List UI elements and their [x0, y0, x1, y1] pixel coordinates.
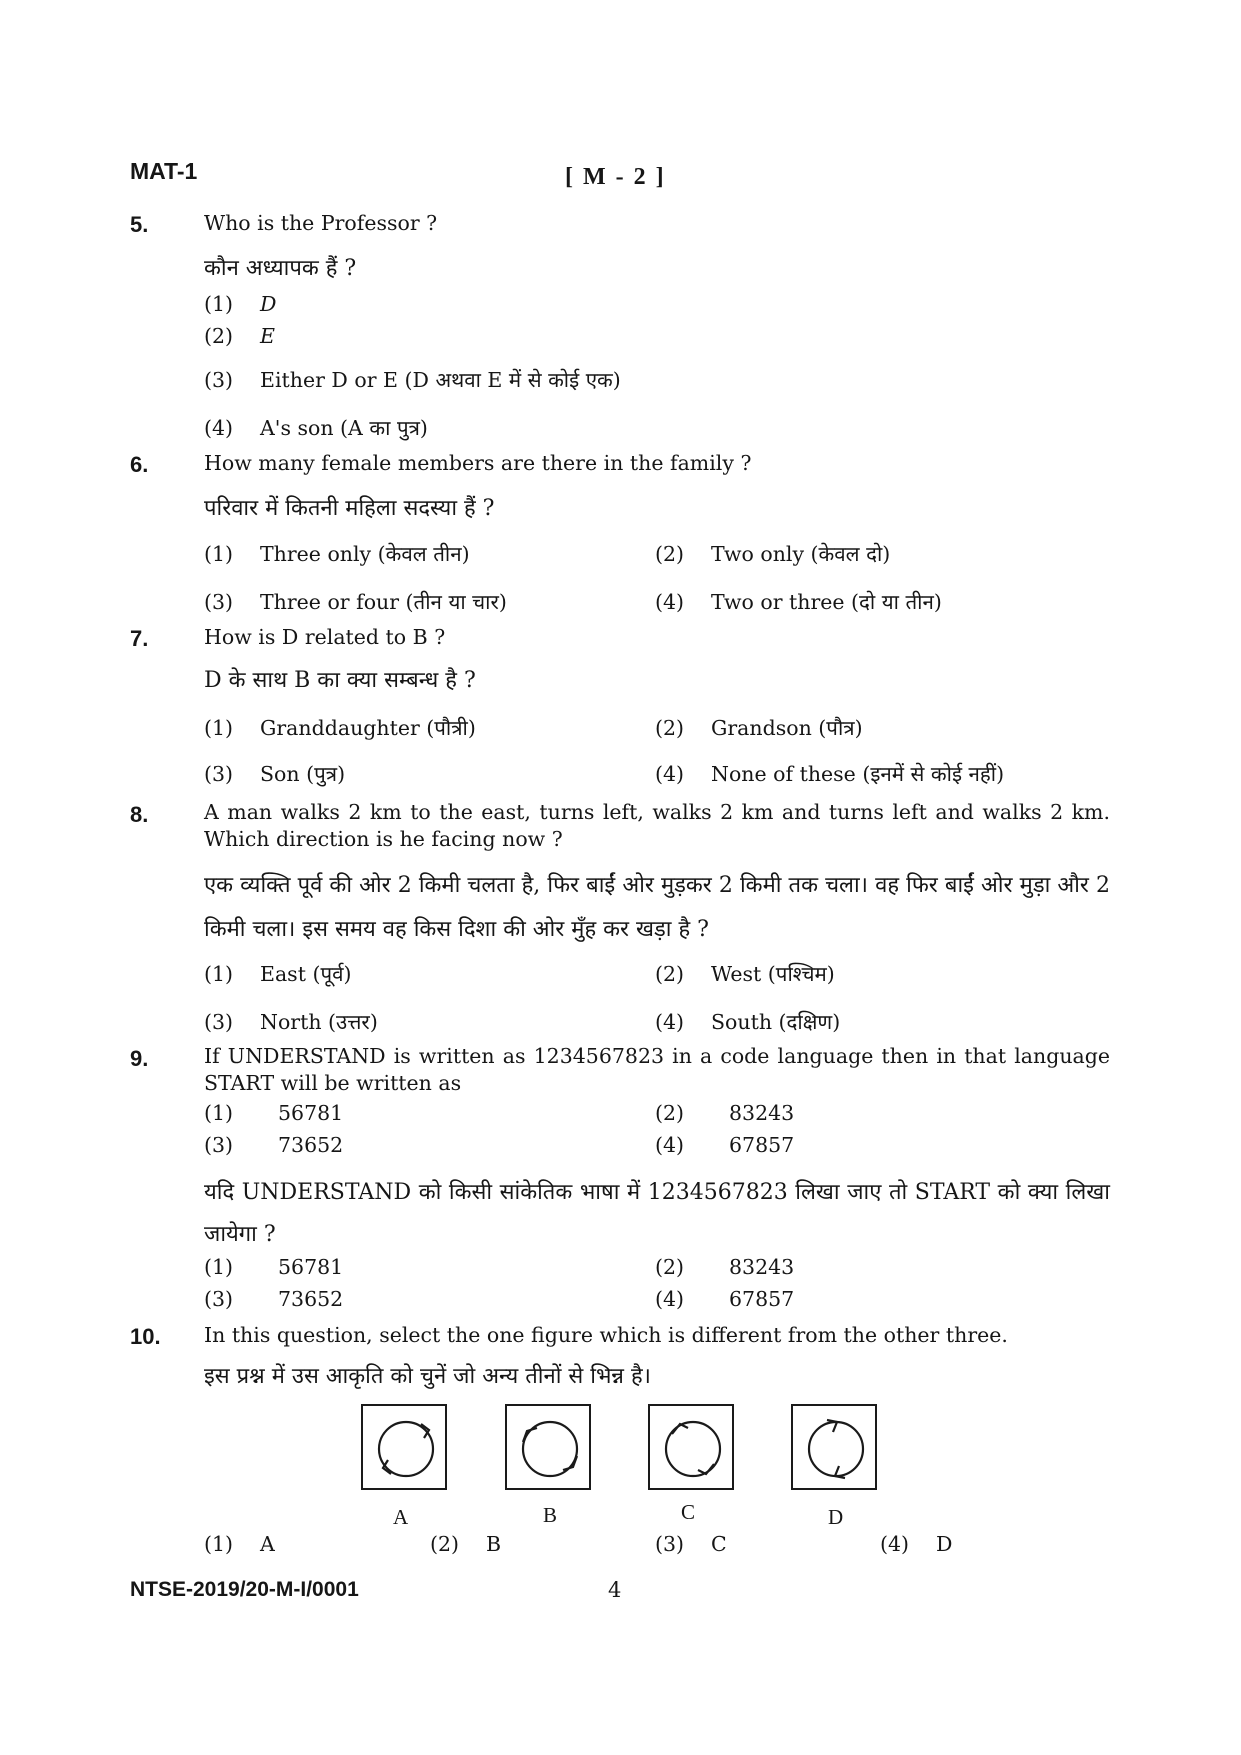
q6-option-4-number: (4)	[655, 590, 685, 614]
q10-option-4-number: (4)	[880, 1532, 910, 1556]
q9-hi-option-4-number: (4)	[655, 1287, 685, 1311]
q10-option-1[interactable]	[204, 1532, 275, 1556]
q8-option-4-number: (4)	[655, 1010, 685, 1034]
q7-option-3-text: Son (पुत्र)	[260, 762, 346, 786]
q10-option-3[interactable]	[655, 1532, 727, 1556]
q6-english: How many female members are there in the family ?	[204, 451, 752, 475]
figure-a-circle-arrow-icon	[363, 1406, 449, 1492]
q5-option-1-text: D	[260, 292, 277, 316]
q9-en-option-4-text: 67857	[729, 1133, 795, 1157]
q8-option-4-text: South (दक्षिण)	[711, 1010, 841, 1034]
q9-hi-option-3-text: 73652	[278, 1287, 344, 1311]
figure-b	[505, 1404, 591, 1490]
page-number: 4	[608, 1578, 622, 1602]
q7-option-4[interactable]	[655, 760, 1004, 788]
q7-option-4-number: (4)	[655, 762, 685, 786]
q8-option-1-number: (1)	[204, 962, 234, 986]
figure-d	[791, 1404, 877, 1490]
q9-en-option-4-number: (4)	[655, 1133, 685, 1157]
q9-en-option-4[interactable]	[655, 1133, 794, 1157]
q7-english: How is D related to B ?	[204, 625, 446, 649]
q6-option-4-text: Two or three (दो या तीन)	[711, 590, 942, 614]
q9-hi-option-3-number: (3)	[204, 1287, 234, 1311]
q9-hi-option-4[interactable]	[655, 1287, 794, 1311]
q5-hindi: कौन अध्यापक हैं ?	[204, 256, 357, 281]
q8-option-4[interactable]	[655, 1008, 840, 1036]
figure-d-label: D	[828, 1505, 844, 1529]
q8-option-3-text: North (उत्तर)	[260, 1010, 378, 1034]
booklet-code: NTSE-2019/20-M-I/0001	[130, 1578, 359, 1601]
q8-option-3-number: (3)	[204, 1010, 234, 1034]
q7-option-3[interactable]	[204, 760, 345, 788]
q9-hi-option-4-text: 67857	[729, 1287, 795, 1311]
q9-hi-option-2-number: (2)	[655, 1255, 685, 1279]
q10-option-2-text: B	[486, 1532, 502, 1556]
q10-option-4[interactable]	[880, 1532, 952, 1556]
q7-option-2[interactable]	[655, 714, 863, 742]
q5-option-2[interactable]	[204, 324, 275, 348]
q5-option-3-text: Either D or E (D अथवा E में से कोई एक)	[260, 368, 621, 392]
q8-english: A man walks 2 km to the east, turns left, walks 2 km and turns left and walks 2 km. Which direction is he facing now ?	[204, 800, 1110, 851]
q10-english: In this question, select the one figure which is different from the other three.	[204, 1323, 1008, 1347]
q6-option-2-number: (2)	[655, 542, 685, 566]
q5-option-1-number: (1)	[204, 292, 234, 316]
q7-option-2-number: (2)	[655, 716, 685, 740]
q7-hindi: D के साथ B का क्या सम्बन्ध है ?	[204, 668, 476, 693]
q7-option-3-number: (3)	[204, 762, 234, 786]
q10-option-2[interactable]	[430, 1532, 501, 1556]
q7-option-1-number: (1)	[204, 716, 234, 740]
q5-option-2-number: (2)	[204, 324, 234, 348]
figure-b-circle-arrow-icon	[507, 1406, 593, 1492]
q7-option-4-text: None of these (इनमें से कोई नहीं)	[711, 762, 1005, 786]
q9-en-option-3-number: (3)	[204, 1133, 234, 1157]
q5-option-4[interactable]	[204, 414, 428, 442]
q7-option-2-text: Grandson (पौत्र)	[711, 716, 863, 740]
q8-number: 8.	[130, 802, 149, 827]
q6-option-3[interactable]	[204, 588, 507, 616]
q8-option-1-text: East (पूर्व)	[260, 962, 352, 986]
q6-option-1-text: Three only (केवल तीन)	[260, 542, 470, 566]
q9-hi-option-2-text: 83243	[729, 1255, 795, 1279]
q9-en-option-2-text: 83243	[729, 1101, 795, 1125]
q9-number: 9.	[130, 1046, 149, 1071]
q9-en-option-3-text: 73652	[278, 1133, 344, 1157]
q9-hi-option-1-text: 56781	[278, 1255, 344, 1279]
q8-option-2-number: (2)	[655, 962, 685, 986]
q10-option-1-number: (1)	[204, 1532, 234, 1556]
q10-option-2-number: (2)	[430, 1532, 460, 1556]
figure-c-circle-arrow-icon	[650, 1406, 736, 1492]
q5-option-3-number: (3)	[204, 368, 234, 392]
q9-hi-option-1[interactable]	[204, 1255, 343, 1279]
set-label: [ M - 2 ]	[565, 164, 666, 190]
paper-code: MAT-1	[130, 158, 198, 184]
q6-option-2[interactable]	[655, 540, 890, 568]
q8-option-2-text: West (पश्चिम)	[711, 962, 835, 986]
q6-option-1-number: (1)	[204, 542, 234, 566]
q9-hi-option-2[interactable]	[655, 1255, 794, 1279]
q7-option-1[interactable]	[204, 714, 476, 742]
q7-number: 7.	[130, 626, 149, 651]
q8-option-3[interactable]	[204, 1008, 378, 1036]
q9-hi-option-1-number: (1)	[204, 1255, 234, 1279]
q10-option-1-text: A	[260, 1532, 275, 1556]
q5-option-3[interactable]	[204, 366, 621, 394]
q10-hindi: इस प्रश्न में उस आकृति को चुनें जो अन्य तीनों से भिन्न है।	[204, 1364, 651, 1389]
q9-en-option-1-text: 56781	[278, 1101, 344, 1125]
q10-option-3-number: (3)	[655, 1532, 685, 1556]
q6-hindi: परिवार में कितनी महिला सदस्या हैं ?	[204, 496, 495, 521]
q10-option-3-text: C	[711, 1532, 727, 1556]
q10-option-4-text: D	[936, 1532, 953, 1556]
q5-option-2-text: E	[260, 324, 275, 348]
q6-option-2-text: Two only (केवल दो)	[711, 542, 891, 566]
figure-c-label: C	[681, 1500, 696, 1524]
q6-option-4[interactable]	[655, 588, 942, 616]
q9-hi-option-3[interactable]	[204, 1287, 343, 1311]
q10-number: 10.	[130, 1324, 161, 1349]
q8-option-1[interactable]	[204, 960, 352, 988]
q5-option-1[interactable]	[204, 292, 276, 316]
q8-hindi: एक व्यक्ति पूर्व की ओर 2 किमी चलता है, फिर बाईं ओर मुड़कर 2 किमी तक चला। वह फिर बाईं ओर मुड़ा और 2 किमी चला। इस समय वह किस दिशा की ओर मुँह कर खड़ा है ?	[204, 873, 1110, 942]
q9-en-option-2-number: (2)	[655, 1101, 685, 1125]
q6-number: 6.	[130, 452, 149, 477]
figure-c	[648, 1404, 734, 1490]
q9-en-option-1-number: (1)	[204, 1101, 234, 1125]
q7-option-1-text: Granddaughter (पौत्री)	[260, 716, 476, 740]
figure-b-label: B	[543, 1503, 558, 1527]
q9-en-option-2[interactable]	[655, 1101, 794, 1125]
figure-d-circle-arrow-icon	[793, 1406, 879, 1492]
q9-english: If UNDERSTAND is written as 1234567823 in a code language then in that language START will be written as	[204, 1044, 1110, 1095]
q8-option-2[interactable]	[655, 960, 835, 988]
q5-number: 5.	[130, 212, 149, 237]
figure-a-label: A	[393, 1505, 409, 1529]
q5-option-4-number: (4)	[204, 416, 234, 440]
q6-option-3-text: Three or four (तीन या चार)	[260, 590, 507, 614]
q6-option-3-number: (3)	[204, 590, 234, 614]
q5-english: Who is the Professor ?	[204, 211, 438, 235]
q9-en-option-3[interactable]	[204, 1133, 343, 1157]
q9-en-option-1[interactable]	[204, 1101, 343, 1125]
figure-a	[361, 1404, 447, 1490]
q6-option-1[interactable]	[204, 540, 470, 568]
q5-option-4-text: A's son (A का पुत्र)	[260, 416, 428, 440]
q9-hindi: यदि UNDERSTAND को किसी सांकेतिक भाषा में 1234567823 लिखा जाए तो START को क्या लिखा जायेगा ?	[204, 1180, 1110, 1247]
